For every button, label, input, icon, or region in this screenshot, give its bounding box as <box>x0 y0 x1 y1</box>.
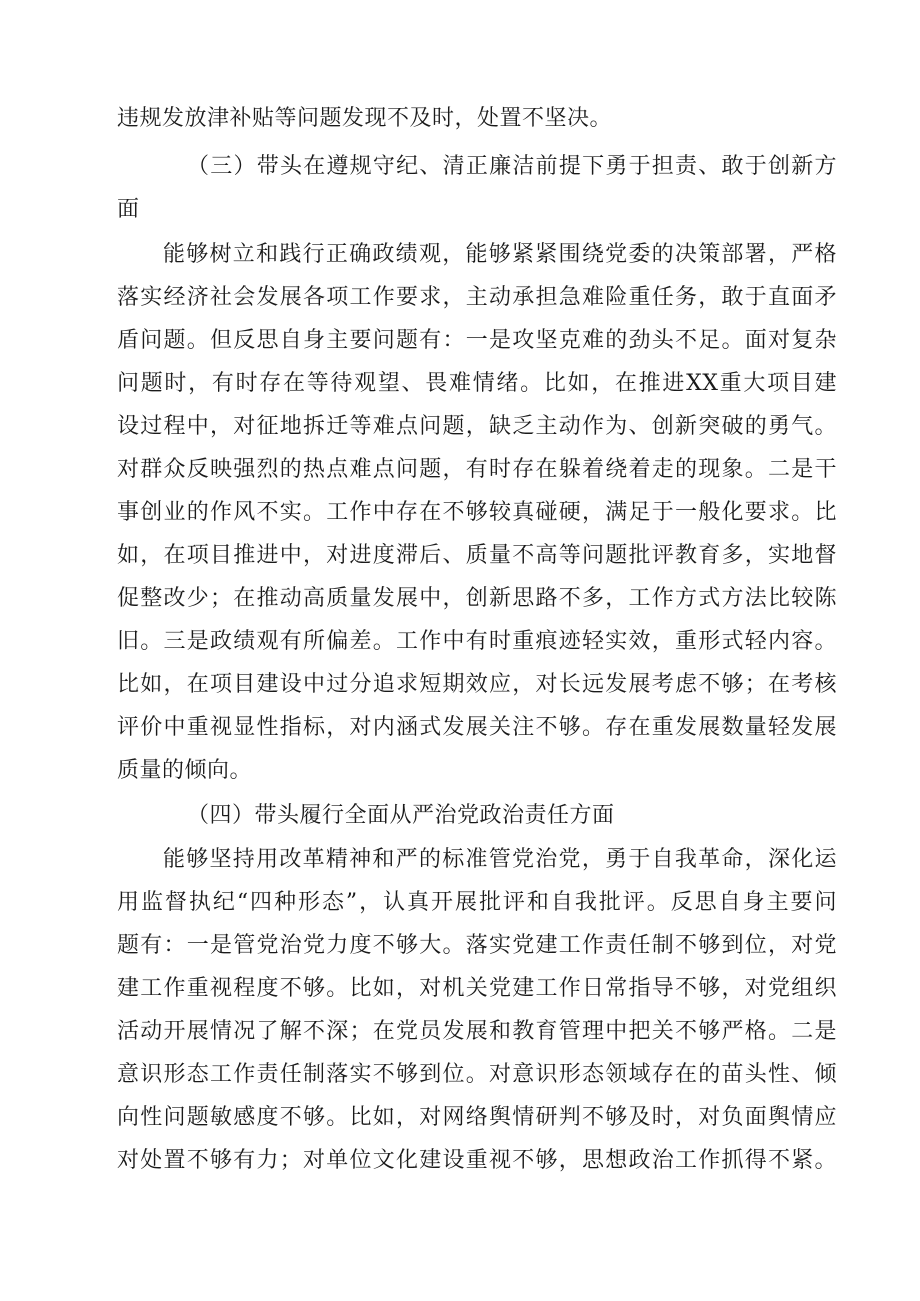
section-heading-3-cont: 面 <box>117 197 140 222</box>
text-line: 问题时，有时存在等待观望、畏难情绪。比如，在推进XX重大项目建 <box>117 371 837 396</box>
text-line: 设过程中，对征地拆迁等难点问题，缺乏主动作为、创新突破的勇气。 <box>117 414 837 439</box>
section-heading-4: （四）带头履行全面从严治党政治责任方面 <box>187 803 615 828</box>
text-line: 评价中重视显性指标，对内涵式发展关注不够。存在重发展数量轻发展 <box>117 715 837 740</box>
text-line: 比如，在项目建设中过分追求短期效应，对长远发展考虑不够；在考核 <box>117 672 837 697</box>
text-line: 盾问题。但反思自身主要问题有：一是攻坚克难的劲头不足。面对复杂 <box>117 328 837 353</box>
text-line: 题有：一是管党治党力度不够大。落实党建工作责任制不够到位，对党 <box>117 933 837 958</box>
text-line: 旧。三是政绩观有所偏差。工作中有时重痕迹轻实效，重形式轻内容。 <box>117 629 837 654</box>
text-line: 向性问题敏感度不够。比如，对网络舆情研判不够及时，对负面舆情应 <box>117 1105 837 1130</box>
text-line: 事创业的作风不实。工作中存在不够较真碰硬，满足于一般化要求。比 <box>117 500 837 525</box>
text-line: 如，在项目推进中，对进度滞后、质量不高等问题批评教育多，实地督 <box>117 543 837 568</box>
text-line: 对处置不够有力；对单位文化建设重视不够，思想政治工作抓得不紧。 <box>117 1148 837 1173</box>
text-line: 用监督执纪“四种形态”，认真开展批评和自我批评。反思自身主要问 <box>117 890 837 915</box>
text-line: 违规发放津补贴等问题发现不及时，处置不坚决。 <box>117 106 613 131</box>
text-line: 意识形态工作责任制落实不够到位。对意识形态领域存在的苗头性、倾 <box>117 1062 837 1087</box>
text-line: 质量的倾向。 <box>117 758 253 783</box>
text-line: 能够坚持用改革精神和严的标准管党治党，勇于自我革命，深化运 <box>163 847 837 872</box>
text-line: 对群众反映强烈的热点难点问题，有时存在躲着绕着走的现象。二是干 <box>117 457 837 482</box>
text-line: 建工作重视程度不够。比如，对机关党建工作日常指导不够，对党组织 <box>117 976 837 1001</box>
text-line: 能够树立和践行正确政绩观，能够紧紧围绕党委的决策部署，严格 <box>163 242 837 267</box>
text-line: 促整改少；在推动高质量发展中，创新思路不多，工作方式方法比较陈 <box>117 586 837 611</box>
section-heading-3: （三）带头在遵规守纪、清正廉洁前提下勇于担责、敢于创新方 <box>187 154 837 179</box>
text-line: 落实经济社会发展各项工作要求，主动承担急难险重任务，敢于直面矛 <box>117 285 837 310</box>
text-line: 活动开展情况了解不深；在党员发展和教育管理中把关不够严格。二是 <box>117 1019 837 1044</box>
